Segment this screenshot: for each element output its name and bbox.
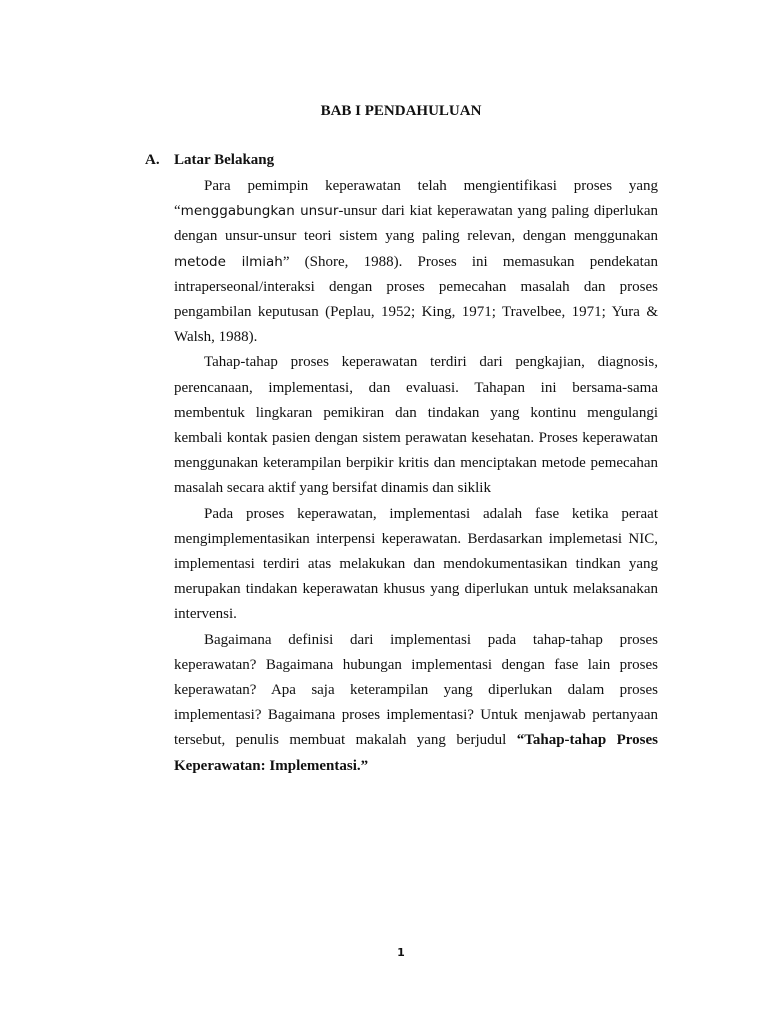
paragraph-1-text-b: -unsur dari kiat keperawatan yang paling diperlukan dengan unsur-unsur teori sistem yang paling relevan, dengan menggunakan (174, 203, 658, 245)
section-title: Latar Belakang (174, 152, 275, 168)
chapter-title: BAB I PENDAHULUAN (320, 103, 482, 119)
page-number: 1 (397, 946, 405, 959)
paragraph-4-text: Bagaimana definisi dari implementasi pada tahap-tahap proses keperawatan? Bagaimana hubungan implementasi dengan fase lain proses keperawatan? Apa saja keterampilan yang diperlukan dalam proses implementasi? Bagaimana proses implementasi? Untuk menjawab pertanyaan tersebut, penulis membuat makalah yang berjudul (174, 631, 658, 749)
body-text (174, 174, 658, 779)
paragraph-1-text-c: ” (Shore, 1988). Proses ini memasukan pendekatan intraperseonal/interaksi dengan proses pemecahan masalah dan proses pengambilan keputusan (Peplau, 1952; King, 1971; Travelbee, 1971; Yura & Walsh, 1988). (174, 253, 658, 346)
section-letter: A. (145, 152, 160, 168)
paper-title: “Tahap-tahap Proses Keperawatan: Implementasi.” (174, 732, 658, 774)
paragraph-1 (174, 174, 658, 350)
paragraph-1-text-a: Para pemimpin keperawatan telah mengientifikasi proses yang “ (174, 178, 658, 220)
paragraph-2: Tahap-tahap proses keperawatan terdiri dari pengkajian, diagnosis, perencanaan, implementasi, dan evaluasi. Tahapan ini bersama-sama membentuk lingkaran pemikiran dan tindakan yang kontinu mengulangi kembali kontak pasien dengan sistem perawatan kesehatan. Proses keperawatan menggunakan keterampilan berpikir kritis dan menciptakan metode pemecahan masalah secara aktif yang bersifat dinamis dan siklik (174, 354, 658, 497)
paragraph-4 (174, 628, 658, 779)
paragraph-3: Pada proses keperawatan, implementasi adalah fase ketika peraat mengimplementasikan interpensi keperawatan. Berdasarkan implemetasi NIC, implementasi terdiri atas melakukan dan mendokumentasikan tindkan yang merupakan tindakan keperawatan khusus yang diperlukan untuk melaksanakan intervensi. (174, 505, 658, 623)
paragraph-1-method-term: metode ilmiah (174, 253, 283, 270)
section-heading (145, 152, 274, 169)
paragraph-1-quoted-term: menggabungkan unsur (180, 203, 339, 220)
